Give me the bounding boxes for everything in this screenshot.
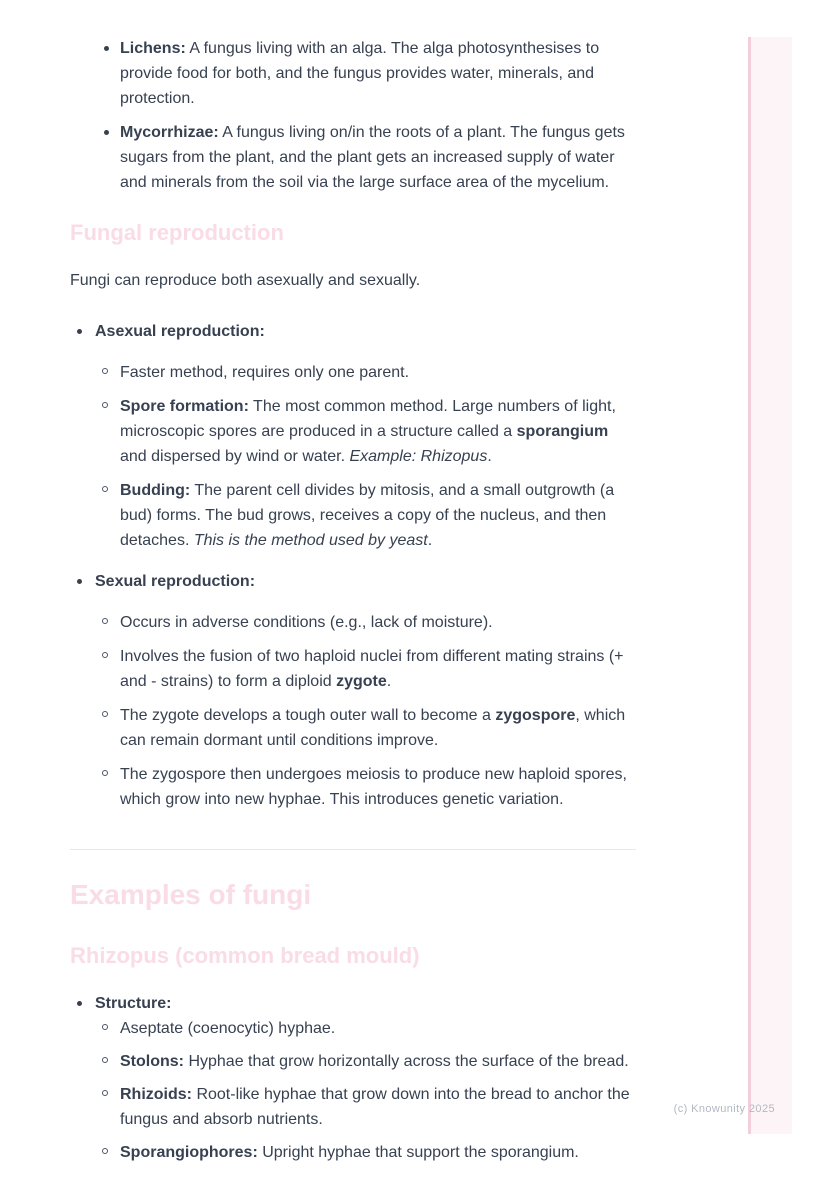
copyright-text: (c) Knowunity 2025: [673, 1103, 775, 1115]
section-divider: [70, 849, 636, 850]
list-item: [95, 394, 636, 469]
intro-paragraph: Fungi can reproduce both asexually and sexually.: [70, 272, 421, 289]
structure-list: [70, 991, 636, 1165]
list-item-text: Budding: The parent cell divides by mitosis, and a small outgrowth (a bud) forms. The bud grows, receives a copy of the nucleus, and then detaches. This is the method used by yeast.: [120, 482, 615, 549]
page-edge-strip: [748, 37, 792, 1134]
list-item-text: Rhizoids: Root-like hyphae that grow down into the bread to anchor the fungus and absorb nutrients.: [120, 1086, 630, 1128]
list-item: [95, 762, 636, 812]
note-content: [70, 36, 636, 1181]
asexual-sublist: [95, 360, 636, 553]
structure-sublist: [95, 1016, 636, 1165]
section-heading-rhizopus: Rhizopus (common bread mould): [70, 943, 420, 968]
reproduction-list: [70, 319, 636, 812]
section-heading-examples-of-fungi: Examples of fungi: [70, 879, 312, 910]
list-item: [95, 360, 636, 385]
list-item: [95, 1082, 636, 1132]
list-item-text: Faster method, requires only one parent.: [120, 364, 410, 381]
sexual-sublist: [95, 610, 636, 812]
list-item-label: Sexual reproduction:: [95, 573, 256, 590]
list-item-text: Spore formation: The most common method. Large numbers of light, microscopic spores are produced in a structure called a sporangium and dispersed by wind or water. Example: Rhizopus.: [120, 398, 616, 465]
section-heading-fungal-reproduction: Fungal reproduction: [70, 220, 284, 245]
list-item-text: Involves the fusion of two haploid nuclei from different mating strains (+ and - strains) to form a diploid zygote.: [120, 648, 624, 690]
list-item-text: The zygospore then undergoes meiosis to produce new haploid spores, which grow into new hyphae. This introduces genetic variation.: [120, 766, 627, 808]
list-item-label: Asexual reproduction:: [95, 323, 265, 340]
list-item-text: Aseptate (coenocytic) hyphae.: [120, 1020, 336, 1037]
list-item: [70, 120, 636, 195]
list-item-text: Mycorrhizae: A fungus living on/in the roots of a plant. The fungus gets sugars from the plant, and the plant gets an increased supply of water and minerals from the soil via the large surface area of the mycelium.: [120, 124, 625, 191]
list-item-text: Lichens: A fungus living with an alga. The alga photosynthesises to provide food for both, and the fungus provides water, minerals, and protection.: [120, 40, 600, 107]
list-item: [95, 1140, 636, 1165]
list-item: [95, 703, 636, 753]
list-item: [95, 1016, 636, 1041]
list-item: [70, 319, 636, 553]
symbiosis-list: [70, 36, 636, 195]
list-item: [95, 478, 636, 553]
list-item-text: Occurs in adverse conditions (e.g., lack of moisture).: [120, 614, 493, 631]
list-item-text: Sporangiophores: Upright hyphae that support the sporangium.: [120, 1144, 579, 1161]
list-item-label: Structure:: [95, 995, 172, 1012]
list-item: [70, 569, 636, 812]
list-item-text: Stolons: Hyphae that grow horizontally across the surface of the bread.: [120, 1053, 629, 1070]
list-item: [70, 991, 636, 1165]
list-item-text: The zygote develops a tough outer wall to become a zygospore, which can remain dormant until conditions improve.: [120, 707, 626, 749]
list-item: [95, 644, 636, 694]
list-item: [95, 1049, 636, 1074]
list-item: [70, 36, 636, 111]
list-item: [95, 610, 636, 635]
